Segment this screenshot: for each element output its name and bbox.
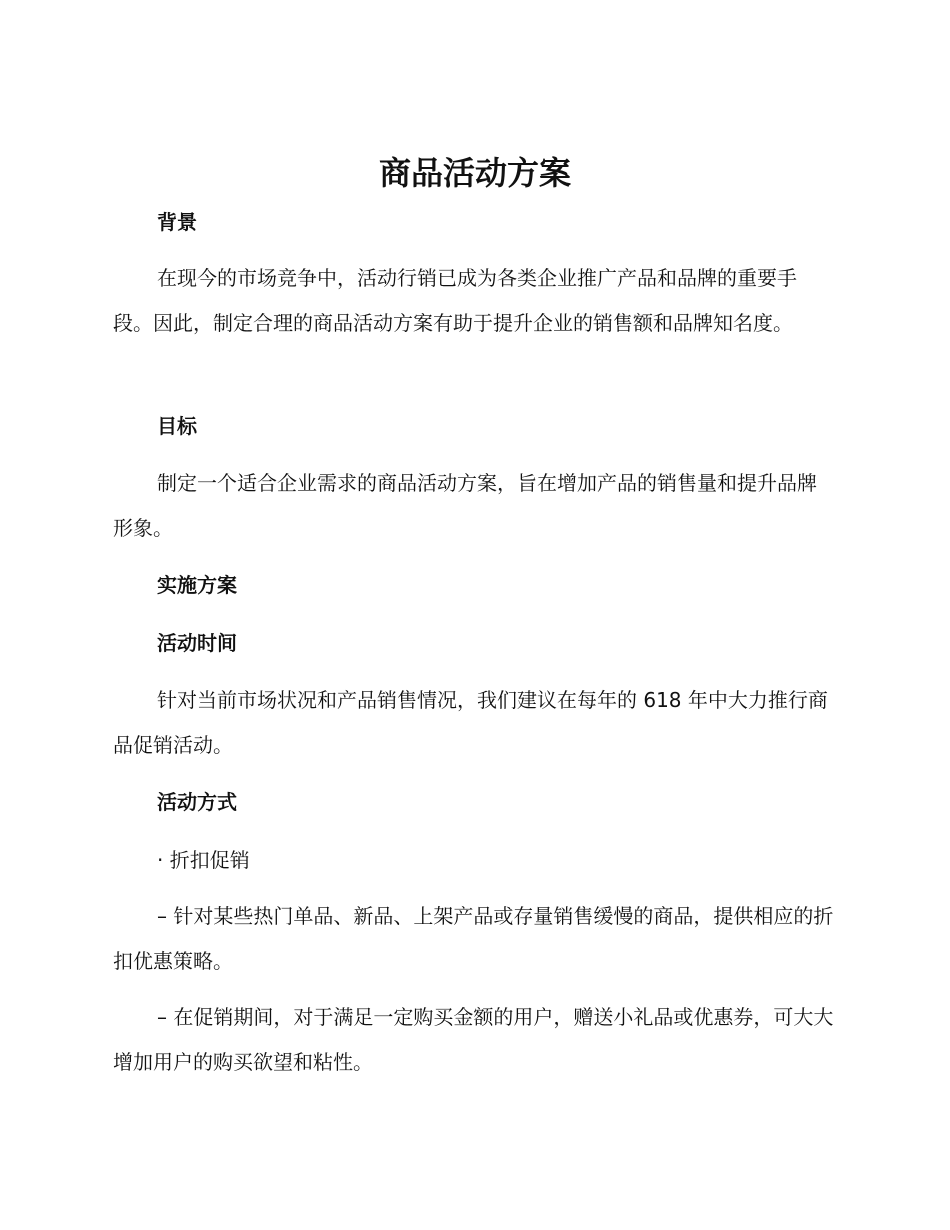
activity-method-heading: 活动方式 [157,790,237,814]
background-heading: 背景 [157,210,197,234]
discount-detail-paragraph-1: – 针对某些热门单品、新品、上架产品或存量销售缓慢的商品，提供相应的折扣优惠策略。 [113,904,834,973]
activity-time-paragraph: 针对当前市场状况和产品销售情况，我们建议在每年的 618 年中大力推行商品促销活动。 [113,688,828,757]
goal-paragraph: 制定一个适合企业需求的商品活动方案，旨在增加产品的销售量和提升品牌形象。 [113,471,817,540]
document-title: 商品活动方案 [378,154,571,192]
activity-time-heading: 活动时间 [157,631,237,655]
goal-heading: 目标 [157,414,197,438]
discount-detail-paragraph-2: – 在促销期间，对于满足一定购买金额的用户，赠送小礼品或优惠券，可大大增加用户的购买欲望和粘性。 [113,1005,834,1074]
implementation-plan-heading: 实施方案 [157,573,237,597]
background-paragraph: 在现今的市场竞争中，活动行销已成为各类企业推广产品和品牌的重要手段。因此，制定合理的商品活动方案有助于提升企业的销售额和品牌知名度。 [113,266,797,335]
discount-promotion-bullet: · 折扣促销 [157,848,250,872]
